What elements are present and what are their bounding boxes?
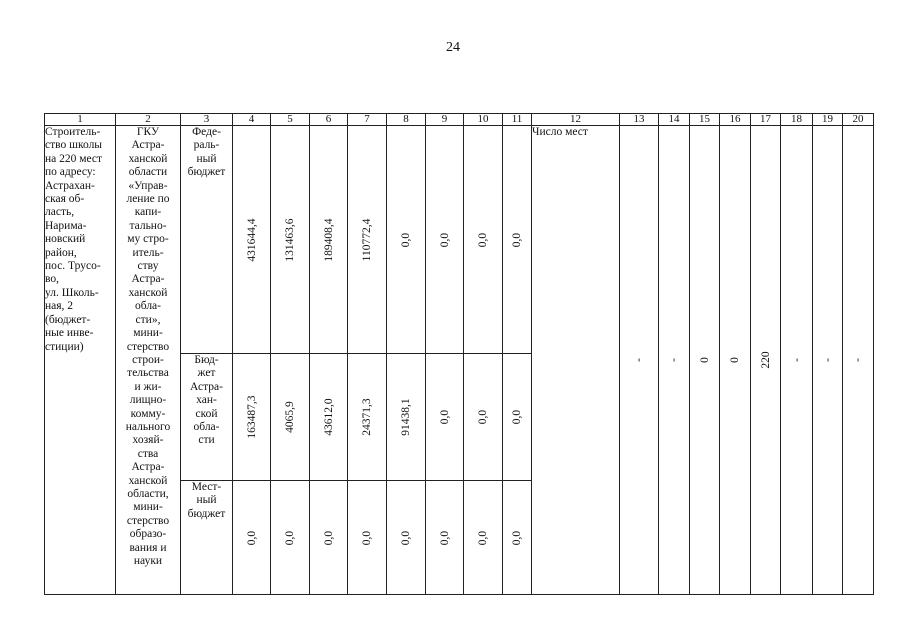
indicator-cell [690,126,720,595]
column-number: 11 [503,114,532,126]
executor-line: мини- [133,501,163,514]
executor-line: Астра- [131,273,165,286]
amount-value: 0,0 [511,530,523,545]
project-name-line: Астрахан- [45,179,95,192]
amount-value: 431644,4 [245,217,258,262]
amount-value: 0,0 [284,530,296,545]
executor-line: строи- [132,353,164,366]
amount-cell [387,481,426,595]
column-number: 3 [181,114,233,126]
amount-cell [271,354,310,481]
column-number: 7 [348,114,387,126]
project-name-line: по адресу: [45,166,96,179]
amount-cell [271,481,310,595]
executor-line: ГКУ [136,126,160,138]
column-number: 12 [532,114,620,126]
executor-line: лищно- [129,394,167,407]
amount-cell [503,481,532,595]
amount-value: 91438,1 [400,398,412,436]
column-number: 1 [45,114,116,126]
indicator-cell [620,126,659,595]
column-number: 10 [464,114,503,126]
indicator-cell [843,126,874,595]
project-name-line: ные инве- [45,327,94,340]
amount-cell [233,481,271,595]
amount-cell [348,126,387,354]
indicator-value: 220 [759,351,772,369]
executor-line: комму- [130,407,166,420]
executor-line: и жи- [134,380,162,393]
amount-value: 0,0 [361,530,373,545]
project-name-line: ная, 2 [45,300,74,313]
executor-line: ства [137,447,159,460]
program-table [44,113,874,595]
column-number: 13 [620,114,659,126]
column-number: 5 [271,114,310,126]
amount-value: 163487,3 [245,395,258,439]
funding-source-line: ный [196,152,217,165]
executor-line: стерство [126,514,170,527]
amount-value: 0,0 [400,232,412,247]
executor-line: нального [125,420,171,433]
amount-cell [464,354,503,481]
funding-source-line: бюджет [187,166,226,179]
amount-cell [387,126,426,354]
executor-line: ханской [128,286,168,299]
amount-value: 0,0 [322,530,335,545]
executor-line: ханской [128,474,168,487]
amount-cell [426,126,464,354]
project-name-line: пос. Трусо- [45,260,101,273]
amount-cell [310,481,348,595]
amount-cell [426,354,464,481]
funding-source-cell [181,481,233,595]
project-name-line: (бюджет- [45,313,91,326]
project-name-line: на 220 мест [45,152,103,165]
amount-value: 43612,0 [322,398,335,436]
column-number: 14 [659,114,690,126]
funding-source-cell [181,354,233,481]
indicator-value: 0 [698,357,711,363]
amount-cell [271,126,310,354]
amount-value: 0,0 [511,409,523,425]
amount-value: 131463,6 [284,217,296,262]
executor-line: области [128,166,168,179]
amount-cell [464,126,503,354]
amount-cell [464,481,503,595]
project-name-line: ласть, [45,206,75,219]
funding-source-line: обла- [193,421,220,434]
funding-source-line: сти [198,434,215,447]
amount-cell [503,126,532,354]
executor-cell [116,126,181,595]
executor-line: стерство [126,340,170,353]
executor-line: ление по [126,193,170,206]
project-name-line: Строитель- [45,126,101,138]
amount-value: 110772,4 [361,218,373,261]
executor-line: тельства [127,367,169,380]
amount-cell [233,354,271,481]
funding-source-line: бюджет [187,507,226,520]
project-name-line: стиции) [45,340,84,353]
amount-value: 0,0 [438,530,451,545]
amount-value: 189408,4 [322,217,335,262]
column-number: 16 [720,114,751,126]
page-number: 24 [446,40,460,55]
indicator-value: - [668,358,680,362]
amount-cell [233,126,271,354]
executor-line: обла- [135,300,161,313]
indicator-value: 0 [729,357,741,363]
executor-line: образо- [129,528,167,541]
project-name-line: ул. Школь- [45,286,99,299]
amount-value: 0,0 [477,232,489,247]
column-number: 18 [781,114,813,126]
indicator-value: - [852,358,864,362]
indicator-cell [781,126,813,595]
funding-source-line: хан- [196,394,217,407]
executor-line: мини- [133,327,163,340]
project-name-line: ская об- [45,193,85,206]
funding-source-line: Феде- [192,126,221,138]
funding-source-line: ный [196,494,217,507]
indicator-value: - [790,358,803,362]
executor-line: сти», [135,313,161,326]
amount-value: 0,0 [477,409,489,425]
project-name-line: Нарима- [45,219,87,232]
column-number-row [45,114,874,126]
funding-source-line: раль- [193,139,220,152]
column-number: 15 [690,114,720,126]
indicator-value: - [821,358,834,362]
indicator-cell [751,126,781,595]
indicator-name: Число мест [532,126,588,138]
column-number: 20 [843,114,874,126]
amount-value: 0,0 [400,530,412,545]
amount-cell [348,481,387,595]
executor-line: ству [137,260,159,273]
indicator-value: - [633,358,645,362]
funding-source-line: Мест- [191,481,222,493]
column-number: 17 [751,114,781,126]
executor-line: ханской [128,152,168,165]
column-number: 8 [387,114,426,126]
column-number: 4 [233,114,271,126]
funding-source-line: Бюд- [194,354,219,366]
amount-cell [348,354,387,481]
amount-value: 0,0 [245,530,258,545]
funding-source-cell [181,126,233,354]
amount-cell [310,354,348,481]
executor-line: науки [133,555,163,567]
amount-value: 0,0 [438,232,451,247]
executor-line: «Управ- [128,179,168,192]
column-number: 19 [813,114,843,126]
amount-cell [503,354,532,481]
funding-source-line: Астра- [190,380,223,393]
indicator-name-cell [532,126,620,595]
funding-source-line: жет [197,367,216,380]
indicator-cell [720,126,751,595]
project-name-cell [45,126,116,595]
indicator-cell [813,126,843,595]
amount-value: 4065,9 [284,401,296,433]
project-name-line: во, [45,273,59,286]
amount-value: 0,0 [438,409,451,425]
amount-cell [310,126,348,354]
amount-cell [387,354,426,481]
column-number: 2 [116,114,181,126]
executor-line: капи- [134,206,162,219]
indicator-cell [659,126,690,595]
amount-value: 0,0 [477,530,489,545]
project-name-line: район, [45,246,77,259]
funding-source-line: ской [195,407,218,420]
executor-line: итель- [132,246,164,259]
executor-line: вания и [129,541,167,554]
executor-line: области, [127,487,169,500]
executor-line: Астра- [131,139,165,152]
project-name-line: ство школы [45,139,103,152]
executor-line: тально- [129,219,167,232]
executor-line: хозяй- [132,434,164,447]
amount-value: 0,0 [511,232,523,247]
project-name-line: новский [45,233,86,246]
table-row-federal [45,126,874,354]
column-number: 6 [310,114,348,126]
amount-cell [426,481,464,595]
column-number: 9 [426,114,464,126]
amount-value: 24371,3 [361,398,373,436]
executor-line: му стро- [127,233,169,246]
executor-line: Астра- [131,461,165,474]
